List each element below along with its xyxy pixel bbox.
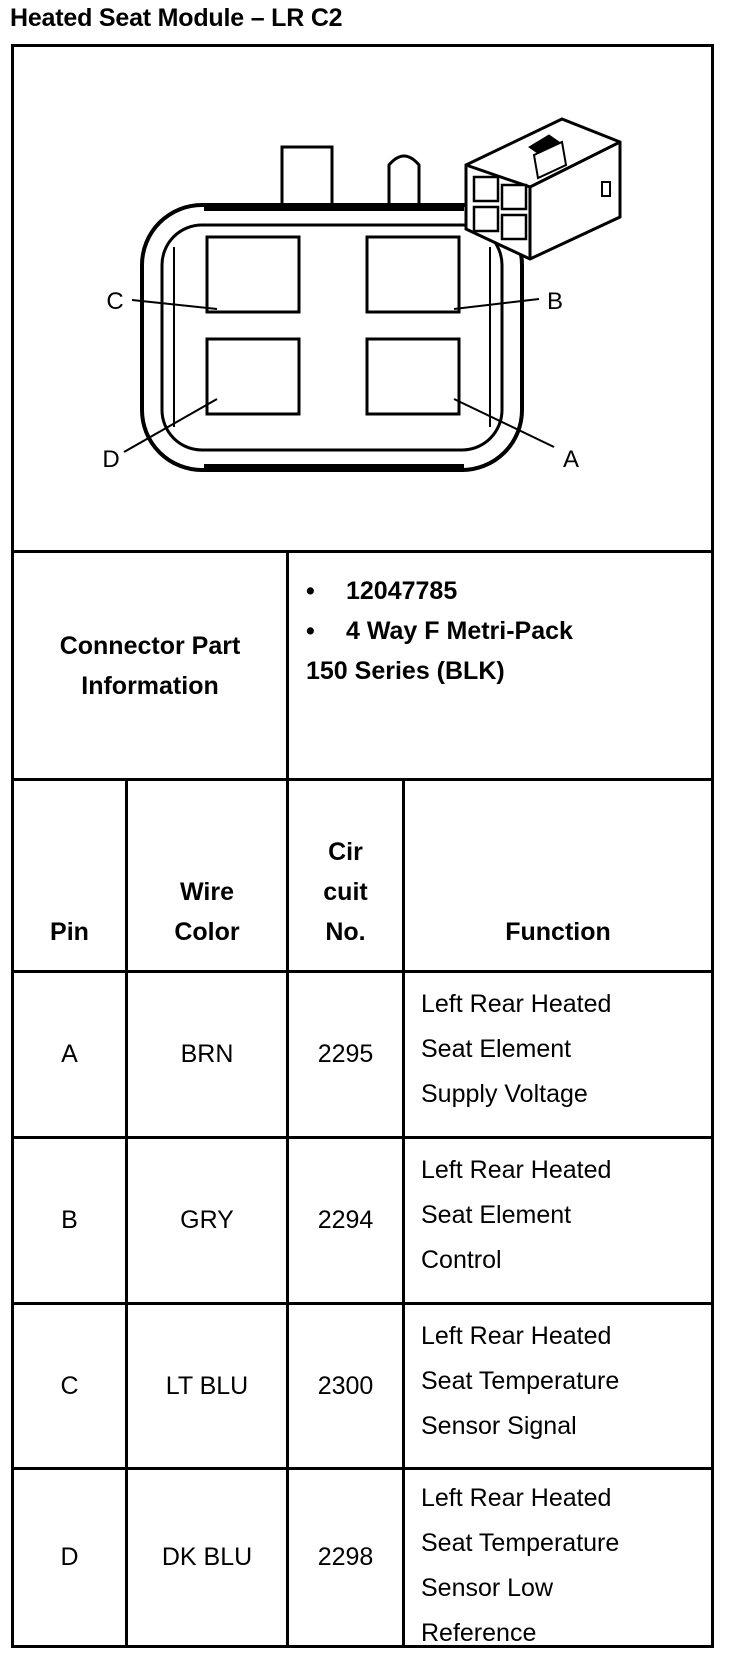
row-c-circuit: 2300 bbox=[317, 1371, 374, 1400]
connector-part-label-line2: Information bbox=[81, 671, 219, 700]
row-b-pin: B bbox=[61, 1206, 78, 1234]
function-line: Supply Voltage bbox=[421, 1080, 588, 1108]
function-line: Seat Element bbox=[421, 1201, 572, 1229]
header-wire-line1: Wire bbox=[180, 878, 234, 906]
connector-description-1: 4 Way F Metri-Pack bbox=[346, 617, 573, 645]
pin-label-d: D bbox=[102, 446, 120, 473]
connector-part-details bbox=[306, 571, 573, 691]
connector-part-label bbox=[14, 553, 286, 778]
header-wire-line2: Color bbox=[174, 918, 240, 946]
header-cir-line1: Cir bbox=[328, 838, 363, 866]
row-a-function bbox=[421, 982, 611, 1117]
row-c-pin: C bbox=[60, 1371, 79, 1400]
row-d-circuit: 2298 bbox=[317, 1543, 374, 1571]
function-line: Reference bbox=[421, 1619, 537, 1647]
connector-description-2: 150 Series (BLK) bbox=[306, 657, 505, 685]
row-d-pin: D bbox=[60, 1543, 79, 1571]
function-line: Left Rear Heated bbox=[421, 990, 612, 1018]
row-a-wire-color: BRN bbox=[180, 1040, 234, 1068]
bullet-icon: • bbox=[306, 617, 315, 645]
row-c-wire-color: LT BLU bbox=[165, 1371, 249, 1400]
connector-description-line bbox=[306, 611, 573, 651]
header-pin: Pin bbox=[50, 918, 89, 946]
pin-label-b: B bbox=[546, 288, 564, 315]
function-line: Seat Temperature bbox=[421, 1367, 620, 1395]
row-b-function bbox=[421, 1148, 611, 1283]
function-line: Sensor Low bbox=[421, 1574, 554, 1602]
row-b-wire-color: GRY bbox=[180, 1206, 234, 1234]
page-title: Heated Seat Module – LR C2 bbox=[10, 4, 343, 32]
header-wire-color bbox=[128, 781, 286, 970]
function-line: Seat Element bbox=[421, 1035, 572, 1063]
header-circuit-number bbox=[289, 781, 402, 970]
function-line: Left Rear Heated bbox=[421, 1156, 612, 1184]
row-a-pin: A bbox=[61, 1040, 78, 1068]
bullet-icon: • bbox=[306, 577, 315, 605]
part-number: 12047785 bbox=[346, 577, 458, 605]
function-line: Seat Temperature bbox=[421, 1529, 620, 1557]
function-line: Sensor Signal bbox=[421, 1412, 577, 1440]
row-a-circuit: 2295 bbox=[317, 1040, 374, 1068]
header-cir-line2: cuit bbox=[323, 878, 368, 906]
row-d-function bbox=[421, 1476, 619, 1656]
connector-part-label-line1: Connector Part bbox=[59, 631, 241, 660]
header-function: Function bbox=[505, 918, 611, 946]
divider-info-vertical bbox=[286, 550, 289, 778]
row-c-function bbox=[421, 1314, 619, 1449]
pin-label-a: A bbox=[562, 446, 580, 473]
function-line: Left Rear Heated bbox=[421, 1484, 612, 1512]
connector-diagram bbox=[14, 47, 711, 550]
connector-3d-illustration bbox=[466, 119, 620, 259]
function-line: Control bbox=[421, 1246, 502, 1274]
row-d-wire-color: DK BLU bbox=[161, 1543, 253, 1571]
function-line: Left Rear Heated bbox=[421, 1322, 612, 1350]
pin-label-c: C bbox=[106, 288, 124, 315]
row-b-circuit: 2294 bbox=[317, 1206, 374, 1234]
part-number-line bbox=[306, 571, 573, 611]
header-cir-line3: No. bbox=[325, 918, 366, 946]
